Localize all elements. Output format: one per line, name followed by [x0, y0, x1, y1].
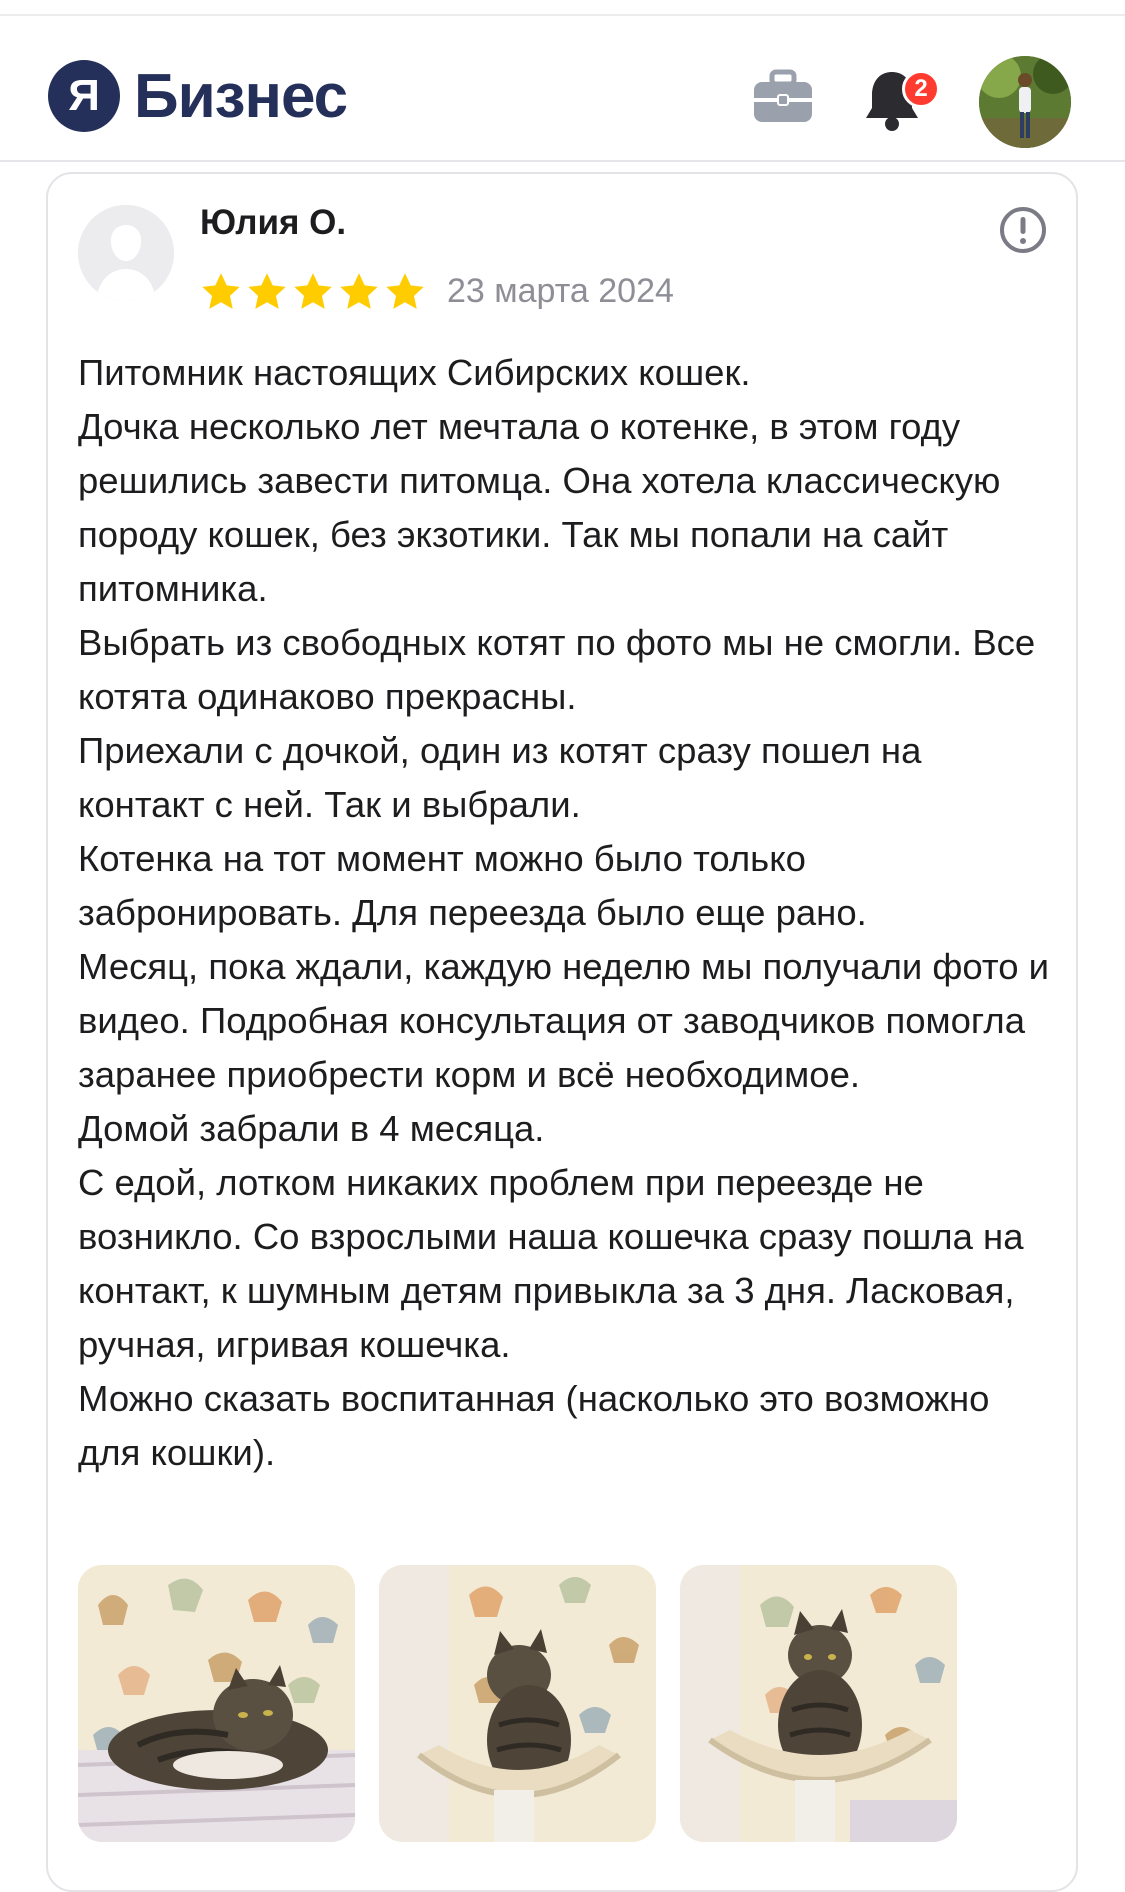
cat-lying-photo: [78, 1565, 355, 1842]
star-icon: [245, 270, 289, 314]
review-photo-1[interactable]: [78, 1565, 355, 1842]
star-icon: [383, 270, 427, 314]
user-photo: [979, 56, 1071, 148]
review-paragraph: С едой, лотком никаких проблем при переезде не возникло. Со взрослыми наша кошечка сразу пошла на контакт, к шумным детям привыкла за 3 дня. Ласковая, ручная, игривая кошечка.: [78, 1162, 1024, 1365]
yandex-business-logo[interactable]: [48, 53, 347, 139]
default-avatar-icon: [78, 205, 174, 301]
logo-text: Бизнес: [134, 61, 348, 131]
briefcase-icon[interactable]: [752, 68, 814, 126]
review-paragraph: Котенка на тот момент можно было только забронировать. Для переезда было еще рано.: [78, 838, 867, 933]
star-icon: [291, 270, 335, 314]
review-author-name[interactable]: Юлия О.: [200, 203, 347, 242]
rating-stars: [199, 270, 427, 314]
review-paragraph: Питомник настоящих Сибирских кошек.: [78, 352, 751, 393]
cat-hammock-photo: [680, 1565, 957, 1842]
notification-count-badge: 2: [902, 70, 940, 108]
user-avatar[interactable]: [979, 56, 1071, 148]
cat-hammock-photo: [379, 1565, 656, 1842]
review-text: [78, 346, 1053, 1480]
review-paragraph: Можно сказать воспитанная (насколько это возможно для кошки).: [78, 1378, 990, 1473]
review-paragraph: Дочка несколько лет мечтала о котенке, в этом году решились завести питомца. Она хотела классическую породу кошек, без экзотики. Так мы попали на сайт питомника.: [78, 406, 1001, 609]
review-paragraph: Месяц, пока ждали, каждую неделю мы получали фото и видео. Подробная консультация от заводчиков помогла заранее приобрести корм и всё необходимое.: [78, 946, 1050, 1095]
app-header: [0, 16, 1125, 162]
author-avatar[interactable]: [78, 205, 174, 301]
review-photo-3[interactable]: [680, 1565, 957, 1842]
logo-badge: Я: [48, 60, 120, 132]
review-paragraph: Выбрать из свободных котят по фото мы не смогли. Все котята одинаково прекрасны.: [78, 622, 1036, 717]
review-photo-2[interactable]: [379, 1565, 656, 1842]
review-paragraph: Домой забрали в 4 месяца.: [78, 1108, 545, 1149]
review-date: 23 марта 2024: [447, 272, 674, 310]
review-paragraph: Приехали с дочкой, один из котят сразу пошел на контакт с ней. Так и выбрали.: [78, 730, 922, 825]
review-photos: [78, 1565, 957, 1842]
star-icon: [337, 270, 381, 314]
star-icon: [199, 270, 243, 314]
report-info-icon[interactable]: [998, 205, 1048, 255]
